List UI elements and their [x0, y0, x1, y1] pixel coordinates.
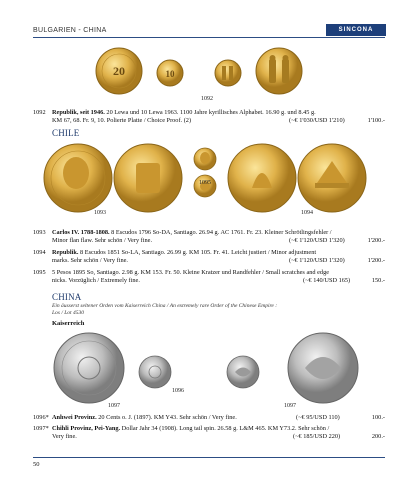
- coin-1092-20-lewa-reverse: [255, 47, 303, 95]
- lot-number: [33, 425, 49, 433]
- lot-price: 1'100.-: [367, 117, 385, 124]
- lot-title: Republik.: [52, 249, 79, 256]
- coin-1096-20-cents-reverse: [226, 355, 260, 389]
- lot-line: Dollar Jahr 34 (1908). Long tail spin. 26.58 g. L&M 465. KM Y73.2. Sehr schön /: [120, 425, 330, 432]
- section-note-lot: Los / Lot 4530: [52, 310, 84, 316]
- lot-line: 5 Pesos 1895 So, Santiago. 2.98 g. KM 153. Fr. 50. Kleine Kratzer und Randfehler / Small scratches and edge: [52, 269, 330, 276]
- lot-estimate: (~€ 185/USD 220): [293, 433, 341, 440]
- lot-title: Chihli Provinz, Pei-Yang.: [52, 425, 121, 432]
- lot-number: [33, 414, 49, 422]
- coin-1095-5-pesos-obverse: [193, 147, 217, 171]
- page-number: 50: [33, 461, 40, 468]
- page-header-title: BULGARIEN - CHINA: [33, 27, 107, 34]
- coin-1093-8-escudos-reverse: [113, 143, 183, 213]
- coin-1092-20-lewa-obverse: [95, 47, 143, 95]
- lot-price: 1'200.-: [367, 237, 385, 244]
- lot-estimate: (~€ 140/USD 165): [303, 277, 351, 284]
- header-rule: [33, 37, 385, 38]
- subsection-heading-kaiserreich: Kaiserreich: [52, 320, 85, 327]
- lot-line: Very fine.: [52, 433, 77, 440]
- footer-rule: [33, 457, 385, 458]
- lot-price: 150.-: [371, 277, 385, 284]
- image-label-1095: 1095: [199, 180, 211, 186]
- lot-title: Anhwei Provinz.: [52, 414, 97, 421]
- lot-number: 1093: [33, 229, 46, 236]
- lot-number: 1092: [33, 109, 46, 116]
- coin-1094-8-escudos-obverse: [227, 143, 297, 213]
- coin-1095-5-pesos-reverse: [193, 174, 217, 198]
- lot-title: Carlos IV. 1788-1808.: [52, 229, 110, 236]
- lot-estimate: (~€ 1'120/USD 1'320): [289, 237, 345, 244]
- svg-text:10: 10: [165, 69, 175, 79]
- lot-line: marks. Sehr schön / Very fine.: [52, 257, 128, 264]
- coin-1093-8-escudos-obverse: [43, 143, 113, 213]
- lot-flag: *: [45, 425, 49, 432]
- lot-price: 200.-: [371, 433, 385, 440]
- lot-number-value: 1096: [33, 414, 46, 421]
- lot-line: 20 Cents o. J. (1897). KM Y43. Sehr schön / Very fine.: [96, 414, 237, 421]
- coin-1094-8-escudos-reverse: [297, 143, 367, 213]
- image-label-1094: 1094: [301, 210, 313, 216]
- coin-1097-dollar-reverse: [287, 332, 359, 404]
- section-heading-china: CHINA: [52, 292, 82, 302]
- lot-line: 8 Escudos 1796 So-DA, Santiago. 26.94 g. AC 1761. Fr. 23. Kleiner Schrötlingsfehler /: [109, 229, 332, 236]
- image-label-1092: 1092: [201, 96, 213, 102]
- lot-number: 1094: [33, 249, 46, 256]
- lot-flag: *: [45, 414, 49, 421]
- lot-line: 20 Lewa und 10 Lewa 1963. 1100 Jahre kyrillisches Alphabet. 16.90 g. und 8.45 g.: [104, 109, 316, 116]
- section-heading-chile: CHILE: [52, 128, 80, 138]
- lot-estimate: (~€ 1'030/USD 1'210): [289, 117, 345, 124]
- lot-price: 1'200.-: [367, 257, 385, 264]
- coin-1092-10-lewa-reverse: [214, 59, 242, 87]
- lot-estimate: (~€ 1'120/USD 1'320): [289, 257, 345, 264]
- sincona-logo: SINCONA: [326, 24, 386, 36]
- svg-text:20: 20: [113, 64, 125, 78]
- lot-title: Republik, seit 1946.: [52, 109, 105, 116]
- image-label-1093: 1093: [94, 210, 106, 216]
- coin-1097-dollar-obverse: [53, 332, 125, 404]
- coin-1096-20-cents-obverse: [138, 355, 172, 389]
- image-label-1097-left: 1097: [108, 403, 120, 409]
- image-label-1096: 1096: [172, 388, 184, 394]
- lot-number: 1095: [33, 269, 46, 276]
- lot-estimate: (~€ 95/USD 110): [296, 414, 340, 421]
- lot-line: KM 67, 68. Fr. 9, 10. Polierte Platte / Choice Proof. (2): [52, 117, 192, 124]
- coin-1092-10-lewa-obverse: [156, 59, 184, 87]
- image-label-1097-right: 1097: [284, 403, 296, 409]
- lot-line: nicks. Vorzüglich / Extremely fine.: [52, 277, 140, 284]
- lot-line: Minor flan flaw. Sehr schön / Very fine.: [52, 237, 153, 244]
- section-note: Ein äusserst seltener Orden vom Kaiserreich China / An extremely rare Order of the Chinese Empire :: [52, 303, 278, 309]
- lot-price: 100.-: [371, 414, 385, 421]
- lot-number-value: 1097: [33, 425, 46, 432]
- lot-line: 8 Escudos 1851 So-LA, Santiago. 26.99 g. KM 105. Fr. 41. Leicht justiert / Minor adjustment: [78, 249, 317, 256]
